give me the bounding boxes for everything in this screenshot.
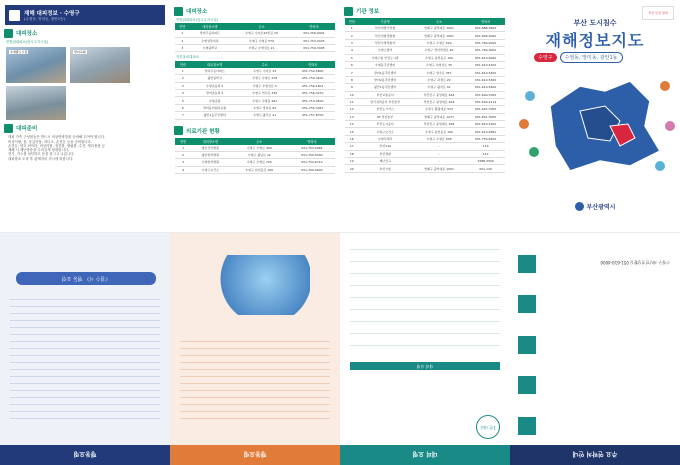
table-cell: 4 bbox=[345, 47, 359, 54]
table-cell: 망미초등학교 bbox=[191, 89, 239, 96]
table-row bbox=[345, 54, 505, 61]
table-cell: 7 bbox=[345, 69, 359, 76]
table-row bbox=[175, 159, 335, 166]
table-cell: 연제구 중앙대로 1001 bbox=[412, 25, 467, 32]
table-cell: 수영소방서 bbox=[359, 47, 412, 54]
table-cell: - bbox=[412, 143, 467, 150]
table-cell: 18 bbox=[345, 150, 359, 157]
panel-banner: 대피 요령 bbox=[340, 445, 510, 465]
table-row bbox=[345, 91, 505, 98]
table-cell: 4 bbox=[175, 166, 191, 173]
table-cell: 수영구청 안전도시과 bbox=[359, 54, 412, 61]
table-cell: 051-801-3000 bbox=[466, 113, 505, 120]
table-cell: 부산진구 중앙대로 993 bbox=[412, 121, 467, 128]
evac-table bbox=[350, 247, 500, 357]
table-cell: 망미2동주민센터 bbox=[359, 76, 412, 83]
hospital-icon bbox=[174, 126, 183, 135]
table-cell: 051-752-2025 bbox=[293, 37, 335, 44]
table-cell: 수영구 과정로 29 bbox=[412, 76, 467, 83]
table-row bbox=[345, 84, 505, 91]
table-cell: 재난신고 bbox=[359, 158, 412, 165]
table-cell: 부산수영경찰서 bbox=[359, 39, 412, 46]
table-cell: 연제구 중앙대로 1001 bbox=[412, 165, 467, 172]
section-guide: 대피준비 bbox=[4, 123, 166, 133]
table-cell: 2 bbox=[175, 151, 191, 158]
table-cell: 수영구 광서로 41 bbox=[239, 112, 291, 119]
table-row bbox=[345, 69, 505, 76]
table-cell: 수영동주민센터 bbox=[359, 61, 412, 68]
table-cell: 051-756-1601 bbox=[290, 82, 335, 89]
table-cell: 부산도시공사 bbox=[359, 121, 412, 128]
table-cell: KT 부산본부 bbox=[359, 113, 412, 120]
table-cell: 1588-3500 bbox=[466, 158, 505, 165]
cover-city: 부산 도시침수 bbox=[573, 19, 617, 27]
table-cell: 수영구 수영로 529 bbox=[412, 39, 467, 46]
weather-icon bbox=[519, 119, 529, 129]
earthquake-shelter-table: 연번 대피장소명 주소 연락처 1 망미주공아파트 수영구 수미로 23 051-754-5600 2 광안중학교 수영구 수영로 478 051-750-3100 3 수영초등학교 수영구 수영성로 5 051-756-1601 4 망미초등학교 수영구 연수로 330 051-756-3270 5 수영공원 수영구 수영동 281 051-714-4500 6 망미동어린이공원 수영구 망미동 64 051-755-3367 7 광안1동주민센터 수영구 광서로 41 051-757-6700 bbox=[175, 61, 335, 120]
panel-banner: 행동요령 bbox=[0, 445, 170, 465]
table-cell: 수영구 수영성로 5 bbox=[239, 82, 291, 89]
table-cell: 망미1동주민센터 bbox=[359, 69, 412, 76]
table-row bbox=[345, 39, 505, 46]
table-cell: 수영한서병원 bbox=[191, 159, 229, 166]
section-shelter: 대피장소 bbox=[4, 28, 166, 38]
table-cell: 광안한서병원 bbox=[191, 151, 229, 158]
table-cell: 수영구 망미동 64 bbox=[239, 104, 291, 111]
table-cell: 051-760-3000 bbox=[466, 47, 505, 54]
shelter-table: 연번 대피장소명 주소 연락처 1 망미주공아파트 수영구 수미로22번길 23 051-756-9901 2 수영성당지하 수영구 수영로 570 051-752-2025 3 수영중학교 수영구 수영성로 21 051-759-3005 bbox=[175, 23, 335, 52]
table-cell: - bbox=[412, 150, 467, 157]
table-row bbox=[345, 135, 505, 142]
table-cell: 051-760-0600 bbox=[289, 166, 335, 173]
table-row bbox=[175, 37, 335, 44]
list-item: 대피장소 도착 후 관계자의 지시에 따릅니다. bbox=[8, 156, 74, 161]
table-row bbox=[345, 113, 505, 120]
table-cell: 6 bbox=[175, 104, 191, 111]
table-cell: 3 bbox=[175, 159, 191, 166]
phone-icon bbox=[518, 336, 536, 354]
table-cell: 수영구 수영동 281 bbox=[239, 97, 291, 104]
table-cell: 051-759-3005 bbox=[293, 45, 335, 52]
shelter-icon bbox=[4, 29, 13, 38]
table-cell: 수영구 수영로 570 bbox=[230, 37, 293, 44]
table-cell: 한국전력공사 부산본부 bbox=[359, 98, 412, 105]
table-row bbox=[175, 82, 335, 89]
table-cell: 112 bbox=[466, 150, 505, 157]
panel1-header bbox=[5, 5, 165, 25]
table-cell: 051-760-2000 bbox=[466, 39, 505, 46]
shelter-photo: 망미교회 bbox=[70, 47, 130, 83]
panel-flood-guide bbox=[0, 233, 170, 465]
guide-text-block bbox=[180, 335, 330, 425]
table-cell: 051-610-5200 bbox=[466, 69, 505, 76]
table-cell: 광안1동주민센터 bbox=[191, 112, 239, 119]
table-cell: 수영구 망미번영로 20 bbox=[412, 47, 467, 54]
table-cell: 1 bbox=[175, 145, 191, 152]
shelter-photo bbox=[6, 86, 66, 120]
table-cell: 망미주공아파트 bbox=[191, 68, 239, 75]
table-row bbox=[345, 25, 505, 32]
table-cell: 051-756-3270 bbox=[290, 89, 335, 96]
table-row bbox=[345, 150, 505, 157]
weather-icon bbox=[660, 81, 670, 91]
table-row bbox=[175, 89, 335, 96]
table-caption: 지진옥외대피소 bbox=[176, 55, 199, 60]
table-cell: 수영구 황령대로 513 bbox=[412, 106, 467, 113]
table-cell: 12 bbox=[345, 106, 359, 113]
table-cell: 19 bbox=[345, 158, 359, 165]
cover-area bbox=[534, 52, 623, 63]
table-cell: - bbox=[412, 158, 467, 165]
table-cell: 연제구 중앙대로 1001 bbox=[412, 32, 467, 39]
table-cell: 9 bbox=[345, 84, 359, 91]
table-row bbox=[175, 104, 335, 111]
phone-icon bbox=[518, 255, 536, 273]
table-cell: 부산진구 중앙대로 624 bbox=[412, 98, 467, 105]
table-row bbox=[345, 128, 505, 135]
city-logo-icon bbox=[575, 202, 584, 211]
flood-guide-title: 《침수 시》 행동 요령 bbox=[16, 272, 156, 285]
table-cell: 수영구 연수로 357 bbox=[412, 69, 467, 76]
table-row bbox=[175, 45, 335, 52]
table-row bbox=[175, 97, 335, 104]
phone-icon bbox=[518, 377, 536, 395]
table-row bbox=[175, 151, 335, 158]
table-row bbox=[175, 112, 335, 119]
table-cell: 부산지방기상청 bbox=[359, 25, 412, 32]
table-cell: 수영중학교 bbox=[190, 45, 230, 52]
phone-icon bbox=[518, 417, 536, 435]
section-shelter-list: 대피장소 bbox=[174, 6, 336, 16]
table-cell: 망미주공아파트 bbox=[190, 30, 230, 37]
table-cell: 연제구 중앙대로 1077 bbox=[412, 113, 467, 120]
table-row bbox=[175, 30, 335, 37]
table-cell: 부산진구 중앙대로 644 bbox=[412, 91, 467, 98]
step-badge: 1번 대피 bbox=[476, 415, 500, 439]
table-cell: 17 bbox=[345, 143, 359, 150]
shelter-photos bbox=[6, 47, 164, 83]
table-cell: 13 bbox=[345, 113, 359, 120]
table-cell: 051-757-6700 bbox=[290, 112, 335, 119]
table-cell: 부산지방경찰청 bbox=[359, 32, 412, 39]
table-row bbox=[345, 143, 505, 150]
table-cell: 051-899-2000 bbox=[466, 32, 505, 39]
table-cell: 8 bbox=[345, 76, 359, 83]
area-badge: 수영동, 망미동, 광안1동 bbox=[560, 52, 623, 63]
table-cell: 051-753-6300 bbox=[466, 135, 505, 142]
table-row bbox=[345, 158, 505, 165]
table-cell: 좋은강안병원 bbox=[191, 145, 229, 152]
building-icon bbox=[344, 7, 353, 16]
table-cell: 수영구 수영로 508 bbox=[412, 135, 467, 142]
table-cell: 051-610-5100 bbox=[466, 61, 505, 68]
medical-table: 연번 대피장소명 주소 연락처 1 좋은강안병원 수영구 수영로 493 051-753-0081 2 광안한서병원 수영구 광남로 12 051-750-5000 3 수영한서병원 수영구 수영로 725 051-754-6710 4 수영구보건소 수영구 남천동로 100 051-760-0600 bbox=[175, 138, 335, 175]
shelter-photo: 수영팔도시장 bbox=[6, 47, 66, 83]
table-cell: 망미동어린이공원 bbox=[191, 104, 239, 111]
table-cell: 수영우체국 bbox=[359, 135, 412, 142]
panel-flood-illustration bbox=[170, 233, 340, 465]
panel-evacuation-steps bbox=[340, 233, 510, 465]
guide-list bbox=[8, 135, 162, 161]
org-footer: 부산광역시 bbox=[510, 196, 680, 216]
table-row bbox=[345, 121, 505, 128]
weather-icon bbox=[525, 91, 535, 101]
table-cell: 14 bbox=[345, 121, 359, 128]
table-cell: 수영구 연수로 330 bbox=[239, 89, 291, 96]
table-cell: 051-610-5400 bbox=[466, 84, 505, 91]
table-cell: 11 bbox=[345, 98, 359, 105]
shelter-subtitle: 민방위대피소(임시주거시설) bbox=[6, 40, 48, 44]
table-cell: 1 bbox=[175, 30, 190, 37]
table-cell: 수영구 수미로 23 bbox=[239, 68, 291, 75]
table-cell: 수영구 수영로 725 bbox=[230, 159, 289, 166]
table-cell: 광안중학교 bbox=[191, 75, 239, 82]
table-cell: 수영구 수영성로 21 bbox=[230, 45, 293, 52]
table-cell: 수영구 남천동로 100 bbox=[412, 128, 467, 135]
panel-agency-info bbox=[340, 0, 510, 232]
table-cell: 수영성당지하 bbox=[190, 37, 230, 44]
panel-shelter-list bbox=[170, 0, 340, 232]
table-row bbox=[175, 145, 335, 152]
table-row bbox=[345, 32, 505, 39]
table-cell: 051-755-3367 bbox=[290, 104, 335, 111]
table-cell: 수영초등학교 bbox=[191, 82, 239, 89]
table-cell: 2 bbox=[175, 37, 190, 44]
table-cell: 051-610-4881 bbox=[466, 128, 505, 135]
table-cell: 1 bbox=[345, 25, 359, 32]
table-row bbox=[175, 166, 335, 173]
list-item: 전기, 가스를 차단하고 문을 잠그고 나갑니다. bbox=[8, 152, 75, 157]
table-row bbox=[345, 61, 505, 68]
panel-evacuation-info bbox=[0, 0, 170, 232]
table-cell: 051-754-6710 bbox=[289, 159, 335, 166]
section-evac: 대피 요령 bbox=[350, 362, 500, 370]
table-cell: 부산119 bbox=[359, 143, 412, 150]
table-cell: 부산교통공사 bbox=[359, 91, 412, 98]
table-cell: 수영구 남천동로 100 bbox=[412, 54, 467, 61]
table-cell: 수영구 수영로 478 bbox=[239, 75, 291, 82]
agency-table: 연번 기관명 주소 연락처 1 부산지방기상청 연제구 중앙대로 1001 051-888-3562 2 부산지방경찰청 연제구 중앙대로 1001 051-899-2000 3 부산수영경찰서 수영구 수영로 529 051-760-2000 4 수영소방서 수영구 망미번영로 20 051-760-3000 5 수영구청 안전도시과 수영구 남천동로 100 051-610-4000 6 수영동주민센터 수영구 수영성로 35 051-610-5100 7 망미1동주민센터 수영구 연수로 357 051-610-5200 8 망미2동주민센터 수영구 과정로 29 051-610-5300 9 광안1동주민센터 수영구 광서로 41 051-610-5400 10 부산교통공사 부산진구 중앙대로 644 051-640-7000 11 한국전력공사 부산본부 부산진구 중앙대로 624 051-630-4114 12 부산도시가스 수영구 황령대로 513 051-607-7000 13 KT 부산본부 연제구 중앙대로 1077 051-801-3000 14 부산도시공사 부산진구 중앙대로 993 051-810-1200 15 수영구보건소 수영구 남천동로 100 051-610-4881 16 수영우체국 수영구 수영로 508 051-753-6300 17 부산119 - 119 18 부산경찰 - 112 19 재난신고 - 1588-3500 20 부산시청 연제구 중앙대로 1001 051-120 bbox=[345, 18, 505, 173]
guide-icon bbox=[4, 124, 13, 133]
phone-icon bbox=[518, 296, 536, 314]
table-cell: 수영구보건소 bbox=[191, 166, 229, 173]
panel-contacts bbox=[510, 233, 680, 465]
table-cell: 051-756-9901 bbox=[293, 30, 335, 37]
district-badge: 수영구 bbox=[534, 53, 557, 62]
table-row bbox=[345, 47, 505, 54]
list-item: 비상식량, 물, 응급약품, 라디오, 손전등 등을 준비합니다. bbox=[8, 139, 92, 144]
table-cell: 수영구 수미로22번길 23 bbox=[230, 30, 293, 37]
table-cell: 수영구 광남로 12 bbox=[230, 151, 289, 158]
table-cell: 2 bbox=[345, 32, 359, 39]
top-badge: 부산 안전 정책 bbox=[642, 6, 674, 20]
table-row bbox=[175, 68, 335, 75]
weather-icon bbox=[665, 121, 675, 131]
panel-banner: 행동요령 bbox=[170, 445, 340, 465]
table-cell: 051-750-5000 bbox=[289, 151, 335, 158]
table-cell: 6 bbox=[345, 61, 359, 68]
contact-icons bbox=[518, 255, 536, 435]
table-cell: 1 bbox=[175, 68, 191, 75]
table-cell: 051-607-7000 bbox=[466, 106, 505, 113]
table-cell: 3 bbox=[175, 45, 190, 52]
table-row bbox=[345, 165, 505, 172]
table-cell: 10 bbox=[345, 91, 359, 98]
table-caption: 민방위대피소(임시주거시설) bbox=[176, 18, 218, 22]
logo-icon bbox=[9, 10, 20, 21]
panel1-subtitle: (수영동, 망미동, 광안1동) bbox=[24, 16, 65, 21]
table-cell: 수영구 광서로 41 bbox=[412, 84, 467, 91]
table-cell: 051-753-0081 bbox=[289, 145, 335, 152]
table-cell: 수영구보건소 bbox=[359, 128, 412, 135]
table-cell: 051-630-4114 bbox=[466, 98, 505, 105]
table-cell: 수영구 수영성로 35 bbox=[412, 61, 467, 68]
panel1-title: 재해 대피정보 · 수영구 bbox=[24, 10, 80, 17]
table-cell: 수영구 남천동로 100 bbox=[230, 166, 289, 173]
table-cell: 119 bbox=[466, 143, 505, 150]
table-cell: 부산시청 bbox=[359, 165, 412, 172]
table-cell: 5 bbox=[345, 54, 359, 61]
shelter-icon bbox=[174, 7, 183, 16]
table-cell: 051-610-5300 bbox=[466, 76, 505, 83]
table-cell: 051-640-7000 bbox=[466, 91, 505, 98]
table-cell: 3 bbox=[345, 39, 359, 46]
guide-text-block bbox=[10, 295, 160, 425]
table-cell: 051-888-3562 bbox=[466, 25, 505, 32]
district-map bbox=[510, 66, 680, 186]
table-cell: 16 bbox=[345, 135, 359, 142]
table-row bbox=[345, 76, 505, 83]
table-cell: 051-120 bbox=[466, 165, 505, 172]
table-cell: 부산도시가스 bbox=[359, 106, 412, 113]
list-item: 재해 시 재난방송을 주의깊게 청취합니다. bbox=[8, 148, 70, 153]
table-cell: 20 bbox=[345, 165, 359, 172]
list-item: 대피 가족 구성원들은 반드시 비상연락망을 준비해 두어야 합니다. bbox=[8, 135, 106, 140]
table-row bbox=[345, 98, 505, 105]
table-cell: 051-754-5600 bbox=[290, 68, 335, 75]
table-cell: 3 bbox=[175, 82, 191, 89]
table-cell: 051-714-4500 bbox=[290, 97, 335, 104]
table-cell: 수영구 수영로 493 bbox=[230, 145, 289, 152]
panel-cover bbox=[510, 0, 680, 232]
list-item: 손전등, 양초 라이터, 비상약품, 귀중품, 생필품, 수건, 생리용품 등 bbox=[8, 143, 105, 148]
cover-title: 재해정보지도 bbox=[545, 31, 645, 50]
table-cell: 5 bbox=[175, 97, 191, 104]
section-medical: 의료기관 현황 bbox=[174, 126, 336, 136]
section-agency: 기관 정보 bbox=[344, 6, 506, 16]
table-cell: 7 bbox=[175, 112, 191, 119]
table-cell: 부산경찰 bbox=[359, 150, 412, 157]
weather-icon bbox=[529, 147, 539, 157]
table-cell: 2 bbox=[175, 75, 191, 82]
table-cell: 수영공원 bbox=[191, 97, 239, 104]
table-cell: 광안1동주민센터 bbox=[359, 84, 412, 91]
table-cell: 051-610-4000 bbox=[466, 54, 505, 61]
table-cell: 051-810-1200 bbox=[466, 121, 505, 128]
flood-illustration bbox=[200, 255, 310, 315]
table-cell: 4 bbox=[175, 89, 191, 96]
table-cell: 15 bbox=[345, 128, 359, 135]
weather-icon bbox=[655, 161, 665, 171]
contact-line: 수영구 재난안전상황실 051-610-4000 bbox=[600, 260, 670, 265]
panel-banner: 주요 연락처 안내 bbox=[510, 445, 680, 465]
table-cell: 051-750-3100 bbox=[290, 75, 335, 82]
table-row bbox=[345, 106, 505, 113]
table-row bbox=[175, 75, 335, 82]
